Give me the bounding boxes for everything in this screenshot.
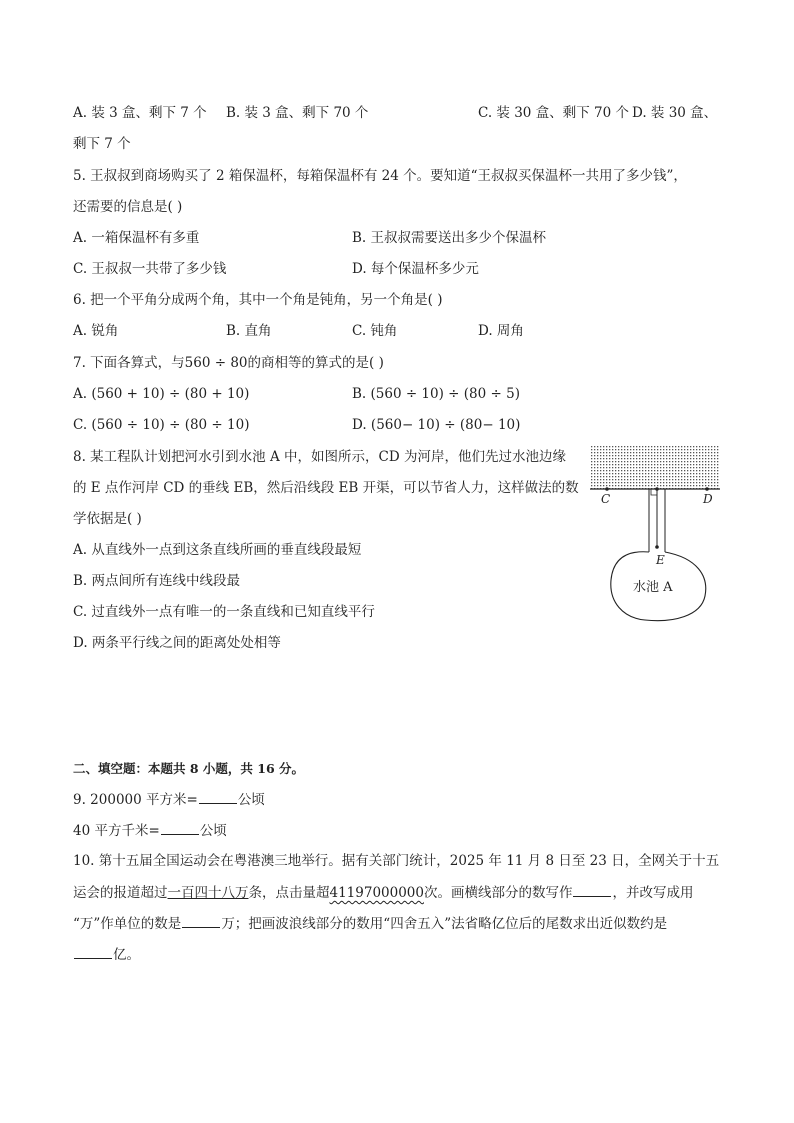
- q4-option-d-continued: 剩下 7 个: [73, 136, 131, 152]
- q9-line2-text: 40 平方千米=: [73, 823, 160, 839]
- q9-line1-unit: 公顷: [237, 792, 265, 808]
- label-d: D: [703, 492, 713, 506]
- q10-blank-2[interactable]: [182, 913, 220, 928]
- q10-blank-1[interactable]: [573, 882, 611, 897]
- q10-line3-pre: “万”作单位的数是: [73, 916, 182, 932]
- q10-line2-pre: 运会的报道超过: [73, 885, 168, 901]
- q8-option-b: B. 两点间所有连线中线段最: [73, 573, 241, 589]
- q6-option-d: D. 周角: [478, 323, 524, 339]
- label-e: E: [656, 553, 665, 567]
- q9-line1: [73, 789, 265, 810]
- section-heading: 二、填空题：本题共 8 小题，共 16 分。: [73, 761, 305, 776]
- q10-line3-post: 万；把画波浪线部分的数用“四舍五入”法省略亿位后的尾数求出近似数约是: [221, 916, 668, 932]
- q10-line2-mid: 条，点击量超: [248, 885, 330, 901]
- point-c: [605, 487, 609, 491]
- q6-stem: 6. 把一个平角分成两个角，其中一个角是钝角，另一个角是( ): [73, 292, 443, 308]
- q5-option-b: B. 王叔叔需要送出多少个保温杯: [352, 230, 547, 246]
- q10-underlined-number: 一百四十八万: [167, 885, 249, 901]
- q9-line1-text: 9. 200000 平方米=: [73, 792, 198, 808]
- q4-option-b: B. 装 3 盒、剩下 70 个: [226, 105, 369, 121]
- q4-option-d: D. 装 30 盒、: [632, 105, 718, 121]
- q5-stem-line1: 5. 王叔叔到商场购买了 2 箱保温杯，每箱保温杯有 24 个。要知道“王叔叔买保温杯一共用了多少钱”，: [73, 168, 687, 184]
- q10-line2: [73, 882, 693, 903]
- q10-line1: 10. 第十五届全国运动会在粤港澳三地举行。据有关部门统计，2025 年 11 月 8 日至 23 日，全网关于十五: [73, 853, 720, 869]
- q10-blank-3[interactable]: [74, 944, 112, 959]
- point-e: [655, 545, 659, 549]
- q6-option-a: A. 锐角: [73, 323, 119, 339]
- q7-option-d: D. (560− 10) ÷ (80− 10): [352, 417, 521, 433]
- q9-line2: [73, 820, 227, 841]
- q10-line3: [73, 913, 667, 934]
- q7-option-c: C. (560 ÷ 10) ÷ (80 ÷ 10): [73, 417, 250, 433]
- q10-wavy-number: 41197000000: [329, 885, 424, 901]
- q4-option-c: C. 装 30 盒、剩下 70 个: [478, 105, 629, 121]
- q8-stem-line3: 学依据是( ): [73, 511, 142, 527]
- q8-figure: [585, 440, 725, 630]
- q9-blank-1[interactable]: [199, 789, 237, 804]
- q8-option-d: D. 两条平行线之间的距离处处相等: [73, 635, 281, 651]
- q10-line4-post: 亿。: [113, 947, 140, 963]
- q5-option-a: A. 一箱保温杯有多重: [73, 230, 200, 246]
- q10-line2-post1: 次。画横线部分的数写作: [423, 885, 573, 901]
- q7-option-a: A. (560 + 10) ÷ (80 + 10): [73, 386, 250, 402]
- q8-option-a: A. 从直线外一点到这条直线所画的垂直线段最短: [73, 542, 362, 558]
- q6-option-c: C. 钝角: [352, 323, 398, 339]
- point-d: [705, 487, 709, 491]
- river-area: [590, 446, 720, 489]
- q10-line4: [73, 944, 140, 965]
- q10-line2-post2: ，并改写成用: [612, 885, 694, 901]
- q8-stem-line2: 的 E 点作河岸 CD 的垂线 EB，然后沿线段 EB 开渠，可以节省人力，这样做法的数: [73, 480, 579, 496]
- q9-blank-2[interactable]: [161, 820, 199, 835]
- q5-stem-line2: 还需要的信息是( ): [73, 199, 183, 215]
- q5-option-c: C. 王叔叔一共带了多少钱: [73, 261, 227, 277]
- q6-option-b: B. 直角: [226, 323, 272, 339]
- q7-stem: 7. 下面各算式，与560 ÷ 80的商相等的算式的是( ): [73, 355, 384, 371]
- q4-option-a: A. 装 3 盒、剩下 7 个: [73, 105, 207, 121]
- q8-option-c: C. 过直线外一点有唯一的一条直线和已知直线平行: [73, 604, 375, 620]
- q9-line2-unit: 公顷: [199, 823, 227, 839]
- q7-option-b: B. (560 ÷ 10) ÷ (80 ÷ 5): [352, 386, 520, 402]
- q5-option-d: D. 每个保温杯多少元: [352, 261, 479, 277]
- pool-label: 水池 A: [633, 580, 673, 595]
- q8-stem-line1: 8. 某工程队计划把河水引到水池 A 中，如图所示，CD 为河岸，他们先过水池边缘: [73, 449, 566, 465]
- label-c: C: [601, 492, 611, 506]
